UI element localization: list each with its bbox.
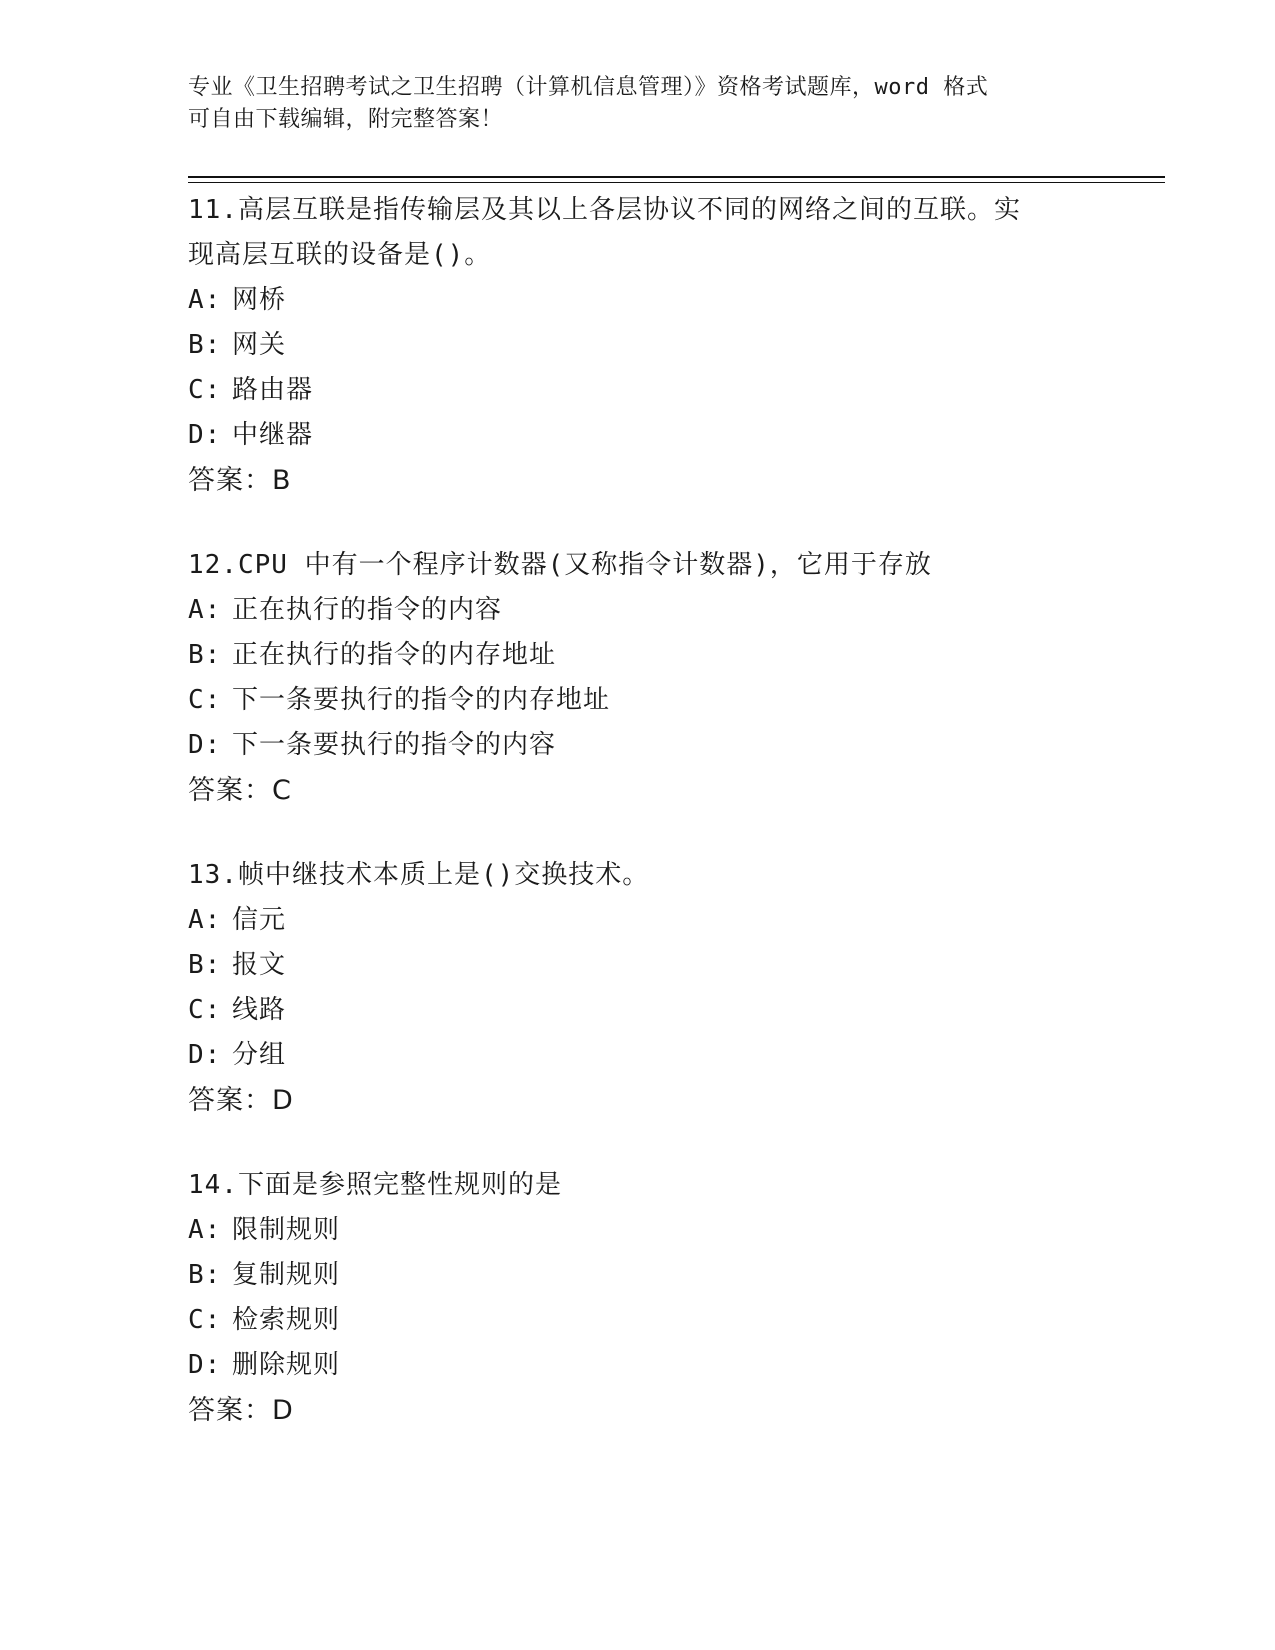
option-a (188, 278, 1108, 323)
question-text-line-2: 现高层互联的设备是()。 (188, 240, 492, 270)
option-letter: B: (188, 950, 222, 980)
option-text: 信元 (232, 905, 287, 935)
option-letter: C: (188, 1305, 222, 1335)
option-text: 分组 (232, 1040, 287, 1070)
option-letter: D: (188, 1040, 222, 1070)
option-d (188, 1343, 1108, 1388)
option-letter: D: (188, 730, 222, 760)
header-line-2: 可自由下载编辑，附完整答案！ (188, 107, 504, 132)
option-b (188, 323, 1108, 368)
option-letter: A: (188, 905, 222, 935)
question-11 (188, 188, 1108, 503)
option-text: 正在执行的指令的内存地址 (232, 640, 557, 670)
option-text: 正在执行的指令的内容 (232, 595, 503, 625)
question-text-line-1: 12.CPU 中有一个程序计数器(又称指令计数器)，它用于存放 (188, 550, 932, 580)
answer-line: 答案：C (188, 775, 292, 806)
option-letter: B: (188, 640, 222, 670)
question-text-line-1: 14.下面是参照完整性规则的是 (188, 1170, 562, 1200)
option-a (188, 588, 1108, 633)
document-header (188, 72, 1088, 136)
option-b (188, 1253, 1108, 1298)
answer-line: 答案：D (188, 1085, 294, 1116)
option-letter: D: (188, 1350, 222, 1380)
option-text: 复制规则 (232, 1260, 341, 1290)
option-d (188, 1033, 1108, 1078)
question-text-line-1: 11.高层互联是指传输层及其以上各层协议不同的网络之间的互联。实 (188, 195, 1021, 225)
option-text: 删除规则 (232, 1350, 341, 1380)
option-letter: A: (188, 595, 222, 625)
option-c (188, 368, 1108, 413)
option-d (188, 723, 1108, 768)
option-letter: C: (188, 995, 222, 1025)
option-c (188, 988, 1108, 1033)
header-divider-thin (188, 182, 1165, 183)
option-letter: B: (188, 330, 222, 360)
question-text (188, 1163, 1108, 1208)
option-text: 下一条要执行的指令的内存地址 (232, 685, 611, 715)
option-b (188, 943, 1108, 988)
option-c (188, 678, 1108, 723)
header-line-1: 专业《卫生招聘考试之卫生招聘（计算机信息管理）》资格考试题库，word 格式 (188, 75, 989, 100)
option-letter: B: (188, 1260, 222, 1290)
option-letter: C: (188, 375, 222, 405)
question-text-line-1: 13.帧中继技术本质上是()交换技术。 (188, 860, 650, 890)
option-text: 检索规则 (232, 1305, 341, 1335)
option-text: 报文 (232, 950, 287, 980)
option-text: 中继器 (232, 420, 314, 450)
option-b (188, 633, 1108, 678)
question-text (188, 543, 1108, 588)
option-text: 下一条要执行的指令的内容 (232, 730, 557, 760)
option-text: 限制规则 (232, 1215, 341, 1245)
header-divider-thick (188, 176, 1165, 178)
option-d (188, 413, 1108, 458)
question-text (188, 853, 1108, 898)
option-a (188, 898, 1108, 943)
option-a (188, 1208, 1108, 1253)
option-text: 网关 (232, 330, 287, 360)
question-12 (188, 543, 1108, 813)
option-letter: D: (188, 420, 222, 450)
option-text: 线路 (232, 995, 287, 1025)
question-list (188, 188, 1108, 1473)
question-14 (188, 1163, 1108, 1433)
option-letter: C: (188, 685, 222, 715)
question-13 (188, 853, 1108, 1123)
option-c (188, 1298, 1108, 1343)
option-text: 路由器 (232, 375, 314, 405)
option-text: 网桥 (232, 285, 287, 315)
answer-line: 答案：D (188, 1395, 294, 1426)
answer-line: 答案：B (188, 465, 292, 496)
question-text (188, 188, 1108, 278)
option-letter: A: (188, 1215, 222, 1245)
option-letter: A: (188, 285, 222, 315)
